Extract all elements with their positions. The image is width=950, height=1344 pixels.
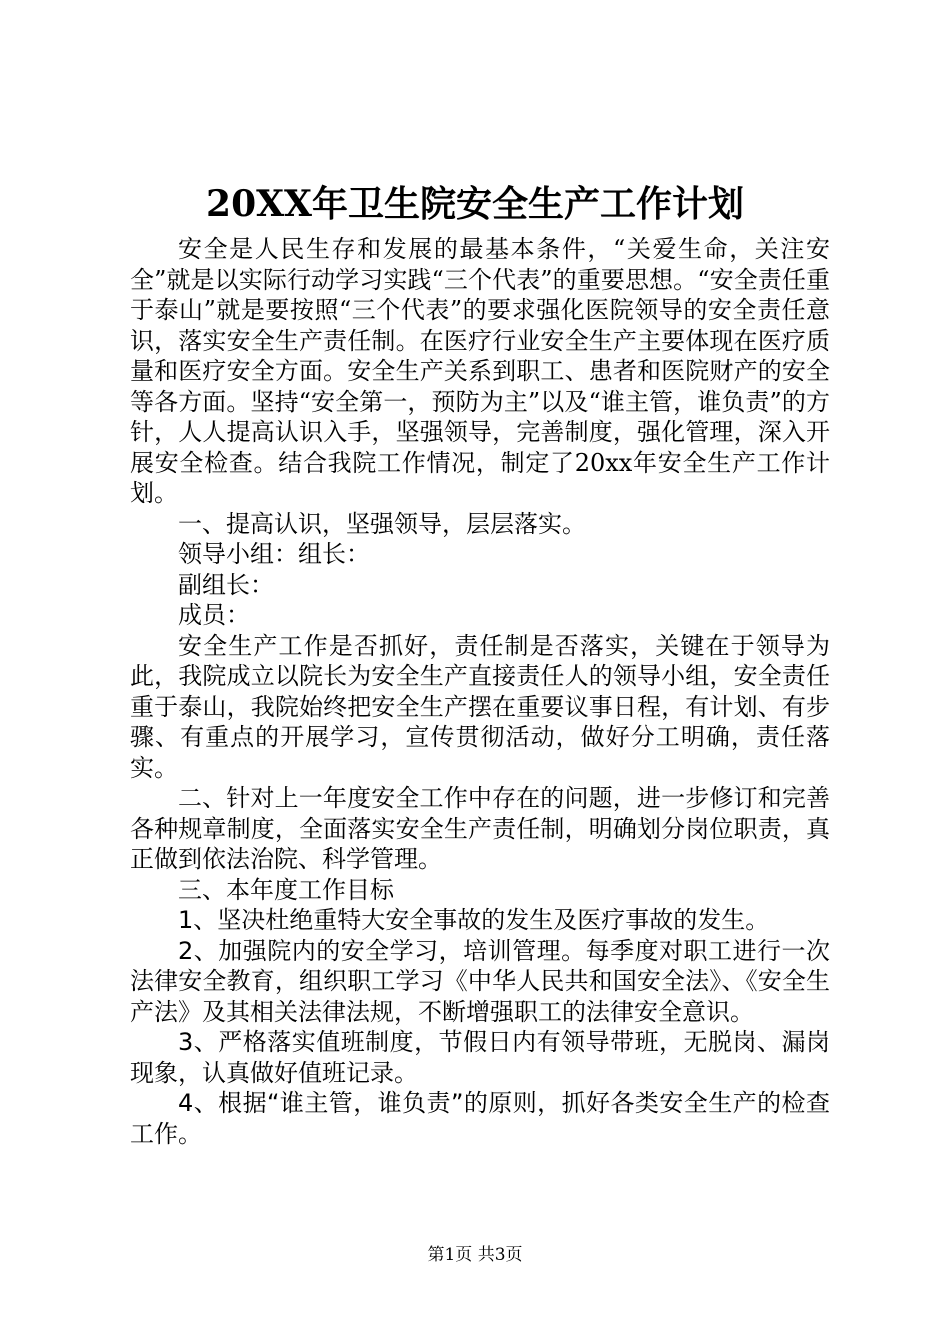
page-footer: 第1页 共3页 [427,1245,523,1265]
goal-item-4: 4、根据“谁主管，谁负责”的原则，抓好各类安全生产的检查工作。 [130,1089,830,1148]
goal-item-2-detail: 每季度对职工进行一次法律安全教育，组织职工学习《中华人民共和国安全法》、《安全生产法》及其相关法律法规，不断增强职工的法律安全意识。 [130,936,830,1026]
goal-item-2 [130,936,830,1028]
goal-item-1: 1、坚决杜绝重特大安全事故的发生及医疗事故的发生。 [178,906,770,934]
goal-item-2-lead: 2、加强院内的安全学习，培训管理。 [178,936,586,965]
document-title: 20XX年卫生院安全生产工作计划 [206,183,744,225]
section-heading-1: 一、提高认识，坚强领导，层层落实。 [178,509,586,538]
members-line: 成员： [178,601,250,629]
leader-group-line: 领导小组：组长： [178,540,370,568]
intro-paragraph: 安全是人民生存和发展的最基本条件，“关爱生命，关注安全”就是以实际行动学习实践“三个代表”的重要思想。“安全责任重于泰山”就是要按照“三个代表”的要求强化医院领导的安全责任意识，落实安全生产责任制。在医疗行业安全生产主要体现在医疗质量和医疗安全方面。安全生产关系到职工、患者和医院财产的安全等各方面。坚持“安全第一，预防为主”以及“谁主管，谁负责”的方针，人人提高认识入手，坚强领导，完善制度，强化管理，深入开展安全检查。结合我院工作情况，制定了20xx年安全生产工作计划。 [130,235,830,507]
section-heading-3: 三、本年度工作目标 [178,875,394,904]
goal-item-3: 3、严格落实值班制度，节假日内有领导带班，无脱岗、漏岗现象，认真做好值班记录。 [130,1028,830,1087]
document-body [130,234,830,1149]
section-heading-2: 二、针对上一年度安全工作中存在的问题，进一步修订和完善各种规章制度，全面落实安全生产责任制，明确划分岗位职责，真正做到依法治院、科学管理。 [130,784,830,873]
deputy-leader-line: 副组长： [178,570,274,599]
responsibility-paragraph: 安全生产工作是否抓好，责任制是否落实，关键在于领导为此，我院成立以院长为安全生产直接责任人的领导小组，安全责任重于泰山，我院始终把安全生产摆在重要议事日程，有计划、有步骤、有重点的开展学习，宣传贯彻活动，做好分工明确，责任落实。 [130,631,830,782]
